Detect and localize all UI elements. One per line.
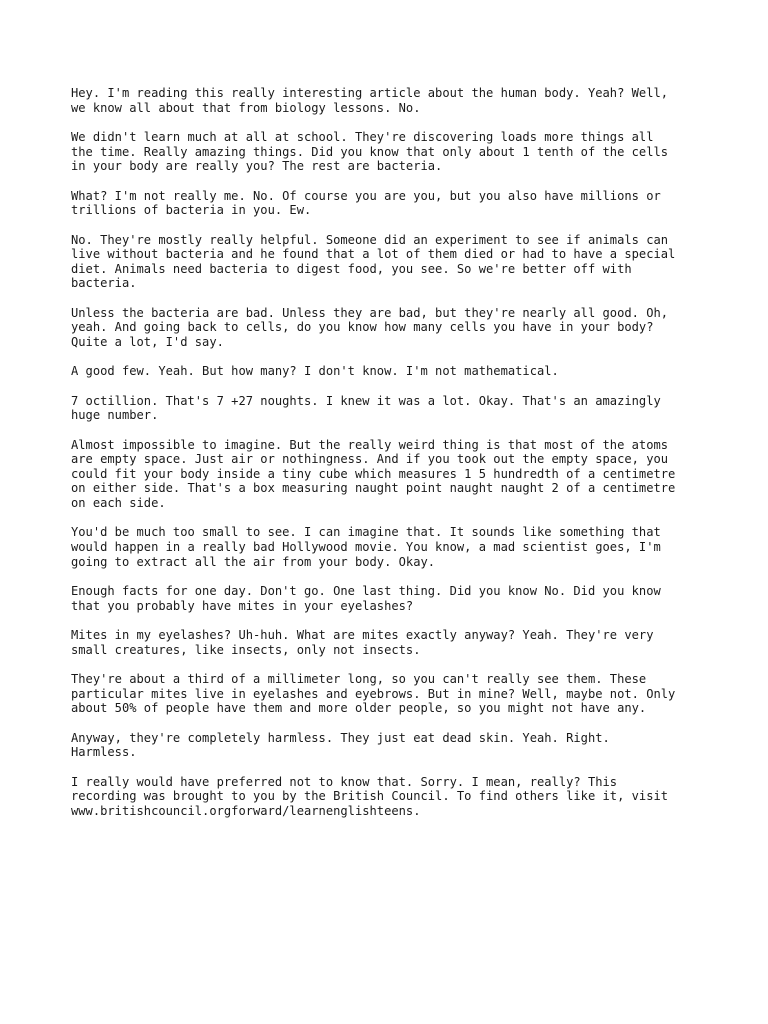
paragraph-2: We didn't learn much at all at school. They're discovering loads more things all the time. Really amazing things. Did you know that only about 1 tenth of the cells in your body are really you? The rest are bacteria. [71,129,669,174]
paragraph-6: A good few. Yeah. But how many? I don't know. I'm not mathematical. [71,364,559,379]
paragraph-7: 7 octillion. That's 7 +27 noughts. I knew it was a lot. Okay. That's an amazingly huge number. [71,393,661,423]
paragraph-8: Almost impossible to imagine. But the really weird thing is that most of the atoms are empty space. Just air or nothingness. And if you took out the empty space, you could fit your body inside a tiny cube which measures 1 5 hundredth of a centimetre on either side. That's a box measuring naught point naught naught 2 of a centimetre on each side. [71,437,676,511]
paragraph-5: Unless the bacteria are bad. Unless they are bad, but they're nearly all good. Oh, yeah. And going back to cells, do you know how many cells you have in your body? Quite a lot, I'd say. [71,305,669,349]
paragraph-10: Enough facts for one day. Don't go. One last thing. Did you know No. Did you know that you probably have mites in your eyelashes? [71,584,661,613]
document-page [71,86,731,833]
paragraph-9: You'd be much too small to see. I can imagine that. It sounds like something that would happen in a really bad Hollywood movie. You know, a mad scientist goes, I'm going to extract all the air from your body. Okay. [71,525,661,569]
paragraph-14: I really would have preferred not to know that. Sorry. I mean, really? This recording was brought to you by the British Council. To find others like it, visit www.britishcouncil.orgforward/learnenglishteens. [71,774,669,818]
paragraph-3: What? I'm not really me. No. Of course you are you, but you also have millions or trillions of bacteria in you. Ew. [71,188,661,218]
paragraph-1: Hey. I'm reading this really interesting article about the human body. Yeah? Well, we know all about that from biology lessons. No. [71,86,669,115]
paragraph-12: They're about a third of a millimeter long, so you can't really see them. These particular mites live in eyelashes and eyebrows. But in mine? Well, maybe not. Only about 50% of people have them and more older people, so you might not have any. [71,671,676,716]
paragraph-13: Anyway, they're completely harmless. They just eat dead skin. Yeah. Right. Harmless. [71,730,610,760]
paragraph-4: No. They're mostly really helpful. Someone did an experiment to see if animals can live without bacteria and he found that a lot of them died or had to have a special diet. Animals need bacteria to digest food, you see. So we're better off with bacteria. [71,232,676,291]
paragraph-11: Mites in my eyelashes? Uh-huh. What are mites exactly anyway? Yeah. They're very small creatures, like insects, only not insects. [71,628,654,657]
